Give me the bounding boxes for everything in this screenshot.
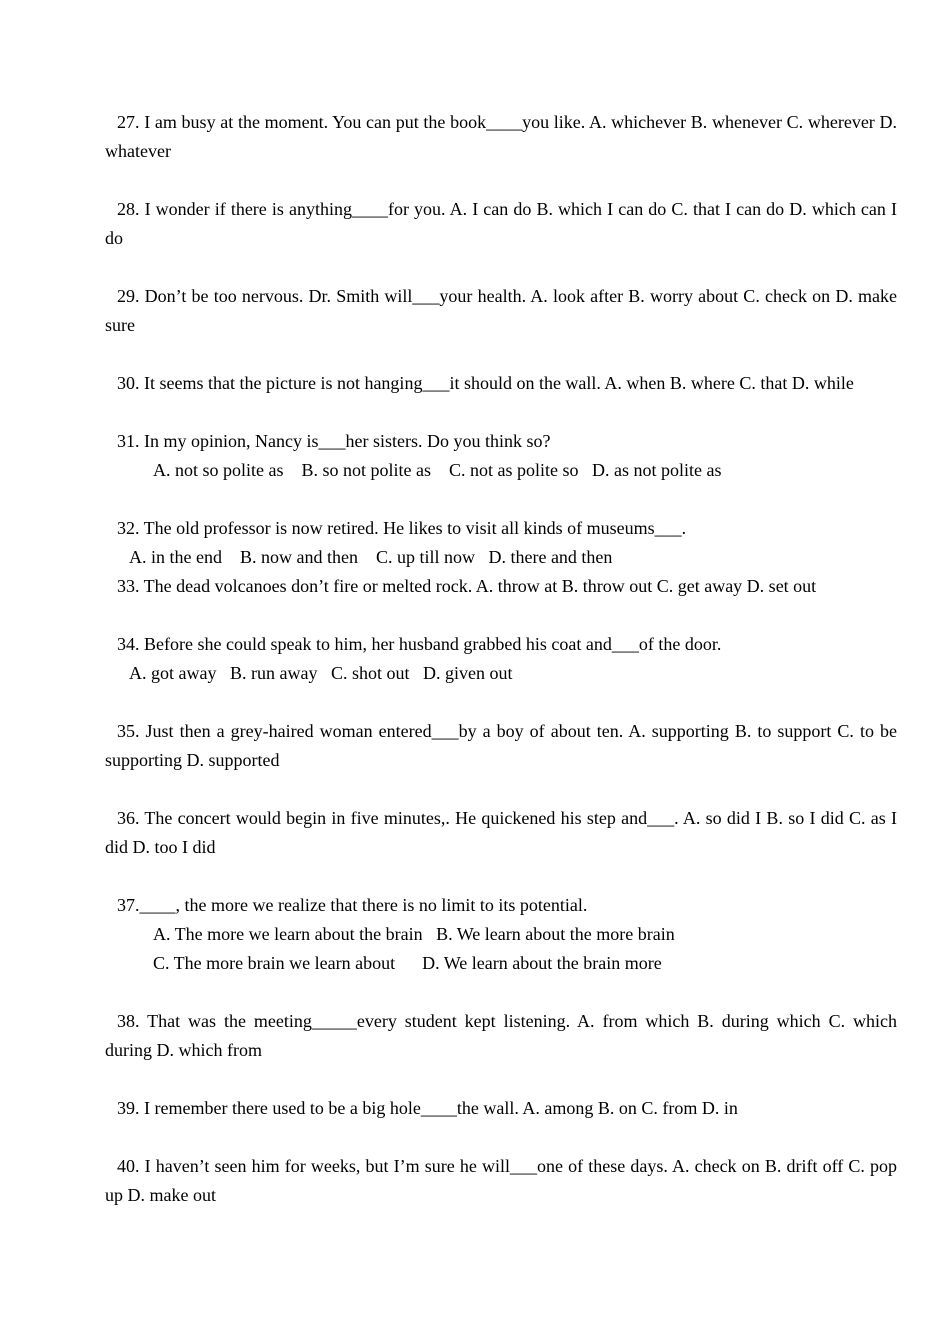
spacer	[105, 1123, 897, 1152]
question-27: 27. I am busy at the moment. You can put the book____you like. A. whichever B. whenever C. wherever D. whatever	[105, 112, 897, 161]
question-35: 35. Just then a grey-haired woman entered___by a boy of about ten. A. supporting B. to support C. to be supporting D. supported	[105, 721, 897, 770]
spacer	[105, 688, 897, 717]
question-34-stem: 34. Before she could speak to him, her husband grabbed his coat and___of the door.	[117, 634, 722, 654]
question-31-options: A. not so polite as B. so not polite as C. not as polite so D. as not polite as	[153, 460, 722, 480]
question-39: 39. I remember there used to be a big hole____the wall. A. among B. on C. from D. in	[117, 1098, 738, 1118]
question-30: 30. It seems that the picture is not hanging___it should on the wall. A. when B. where C. that D. while	[117, 373, 854, 393]
spacer	[105, 340, 897, 369]
exam-page	[105, 108, 897, 1210]
spacer	[105, 1065, 897, 1094]
question-38: 38. That was the meeting_____every student kept listening. A. from which B. during which C. which during D. which from	[105, 1011, 897, 1060]
spacer	[105, 398, 897, 427]
question-29: 29. Don’t be too nervous. Dr. Smith will___your health. A. look after B. worry about C. check on D. make sure	[105, 286, 897, 335]
question-28: 28. I wonder if there is anything____for you. A. I can do B. which I can do C. that I can do D. which can I do	[105, 199, 897, 248]
question-34-options: A. got away B. run away C. shot out D. given out	[129, 663, 513, 683]
question-36: 36. The concert would begin in five minutes,. He quickened his step and___. A. so did I B. so I did C. as I did D. too I did	[105, 808, 897, 857]
spacer	[105, 775, 897, 804]
spacer	[105, 978, 897, 1007]
question-37-stem: 37.____, the more we realize that there is no limit to its potential.	[117, 895, 588, 915]
spacer	[105, 253, 897, 282]
question-37-options-2: C. The more brain we learn about D. We learn about the brain more	[153, 953, 662, 973]
question-40: 40. I haven’t seen him for weeks, but I’m sure he will___one of these days. A. check on B. drift off C. pop up D. make out	[105, 1156, 897, 1205]
question-31-stem: 31. In my opinion, Nancy is___her sisters. Do you think so?	[117, 431, 551, 451]
question-32-stem: 32. The old professor is now retired. He likes to visit all kinds of museums___.	[117, 518, 687, 538]
spacer	[105, 862, 897, 891]
question-37-options-1: A. The more we learn about the brain B. We learn about the more brain	[153, 924, 675, 944]
spacer	[105, 601, 897, 630]
question-32-options: A. in the end B. now and then C. up till now D. there and then	[129, 547, 613, 567]
question-33: 33. The dead volcanoes don’t fire or melted rock. A. throw at B. throw out C. get away D. set out	[117, 576, 817, 596]
spacer	[105, 166, 897, 195]
spacer	[105, 485, 897, 514]
